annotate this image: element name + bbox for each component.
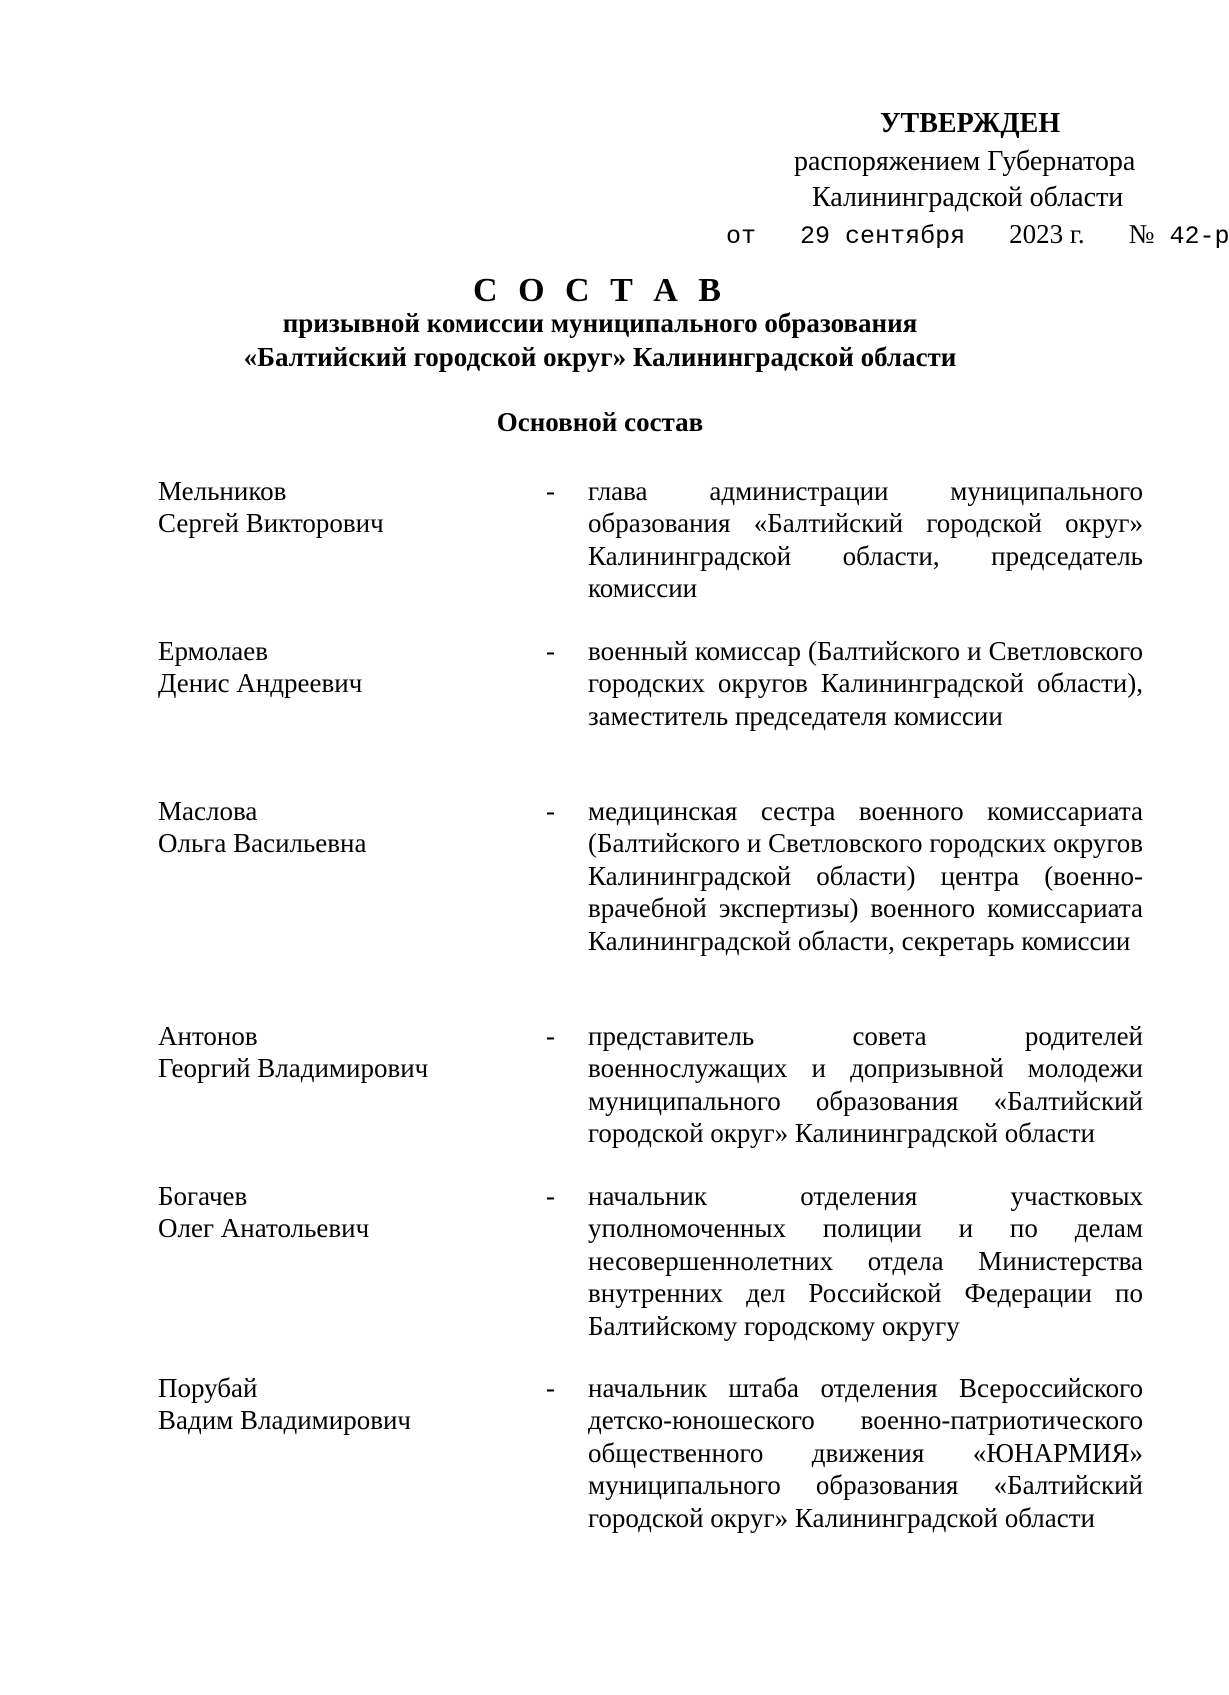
member-dash: - bbox=[546, 796, 555, 826]
member-role: военный комиссар (Балтийского и Светловского городских округов Калининградской области), заместитель председателя комиссии bbox=[588, 636, 1143, 731]
approval-region: Калининградской области bbox=[812, 182, 1124, 213]
document-title: С О С Т А В bbox=[473, 272, 727, 309]
member-role: глава администрации муниципального образования «Балтийский городской округ» Калининградской области, председатель комиссии bbox=[588, 476, 1143, 604]
approval-date-number bbox=[726, 218, 1229, 253]
document-subtitle-line2: «Балтийский городской округ» Калининградской области bbox=[243, 342, 957, 372]
member-dash: - bbox=[546, 476, 555, 506]
member-role: медицинская сестра военного комиссариата (Балтийского и Светловского городских округов Калининградской области) центра (военно-врачебной экспертизы) военного комиссариата Калининградской области, секретарь комиссии bbox=[588, 796, 1143, 956]
member-surname: Маслова bbox=[158, 796, 258, 826]
member-name bbox=[158, 1180, 518, 1244]
member-surname: Мельников bbox=[158, 476, 287, 506]
number-label: № bbox=[1128, 219, 1155, 249]
date-day-month: 29 сентября bbox=[800, 222, 966, 251]
member-given-name: Георгий Владимирович bbox=[158, 1053, 429, 1083]
approval-authority: распоряжением Губернатора bbox=[794, 146, 1136, 177]
approval-status: УТВЕРЖДЕН bbox=[880, 108, 1061, 139]
member-given-name: Денис Андреевич bbox=[158, 668, 363, 698]
member-surname: Антонов bbox=[158, 1021, 258, 1051]
member-dash: - bbox=[546, 636, 555, 666]
member-name bbox=[158, 795, 518, 859]
member-dash: - bbox=[546, 1373, 555, 1403]
member-dash: - bbox=[546, 1021, 555, 1051]
member-surname: Порубай bbox=[158, 1373, 258, 1403]
member-dash: - bbox=[546, 1181, 555, 1211]
member-given-name: Ольга Васильевна bbox=[158, 828, 367, 858]
document-number: 42-р bbox=[1169, 222, 1229, 251]
member-given-name: Олег Анатольевич bbox=[158, 1213, 370, 1243]
member-name bbox=[158, 635, 518, 699]
date-year: 2023 г. bbox=[1009, 219, 1085, 249]
member-name bbox=[158, 1020, 518, 1084]
date-prefix: от bbox=[726, 222, 757, 251]
member-role: представитель совета родителей военнослужащих и допризывной молодежи муниципального образования «Балтийский городской округ» Калининградской области bbox=[588, 1021, 1143, 1149]
member-role: начальник отделения участковых уполномоченных полиции и по делам несовершеннолетних отдела Министерства внутренних дел Российской Федерации по Балтийскому городскому округу bbox=[588, 1181, 1143, 1341]
member-name bbox=[158, 1372, 518, 1436]
document-subtitle-line1: призывной комиссии муниципального образования bbox=[282, 308, 918, 338]
member-surname: Ермолаев bbox=[158, 636, 269, 666]
section-heading: Основной состав bbox=[496, 407, 704, 437]
member-given-name: Сергей Викторович bbox=[158, 508, 384, 538]
member-name bbox=[158, 475, 518, 539]
member-given-name: Вадим Владимирович bbox=[158, 1405, 411, 1435]
member-surname: Богачев bbox=[158, 1181, 248, 1211]
member-role: начальник штаба отделения Всероссийского детско-юношеского военно-патриотического общественного движения «ЮНАРМИЯ» муниципального образования «Балтийский городской округ» Калининградской области bbox=[588, 1373, 1143, 1533]
